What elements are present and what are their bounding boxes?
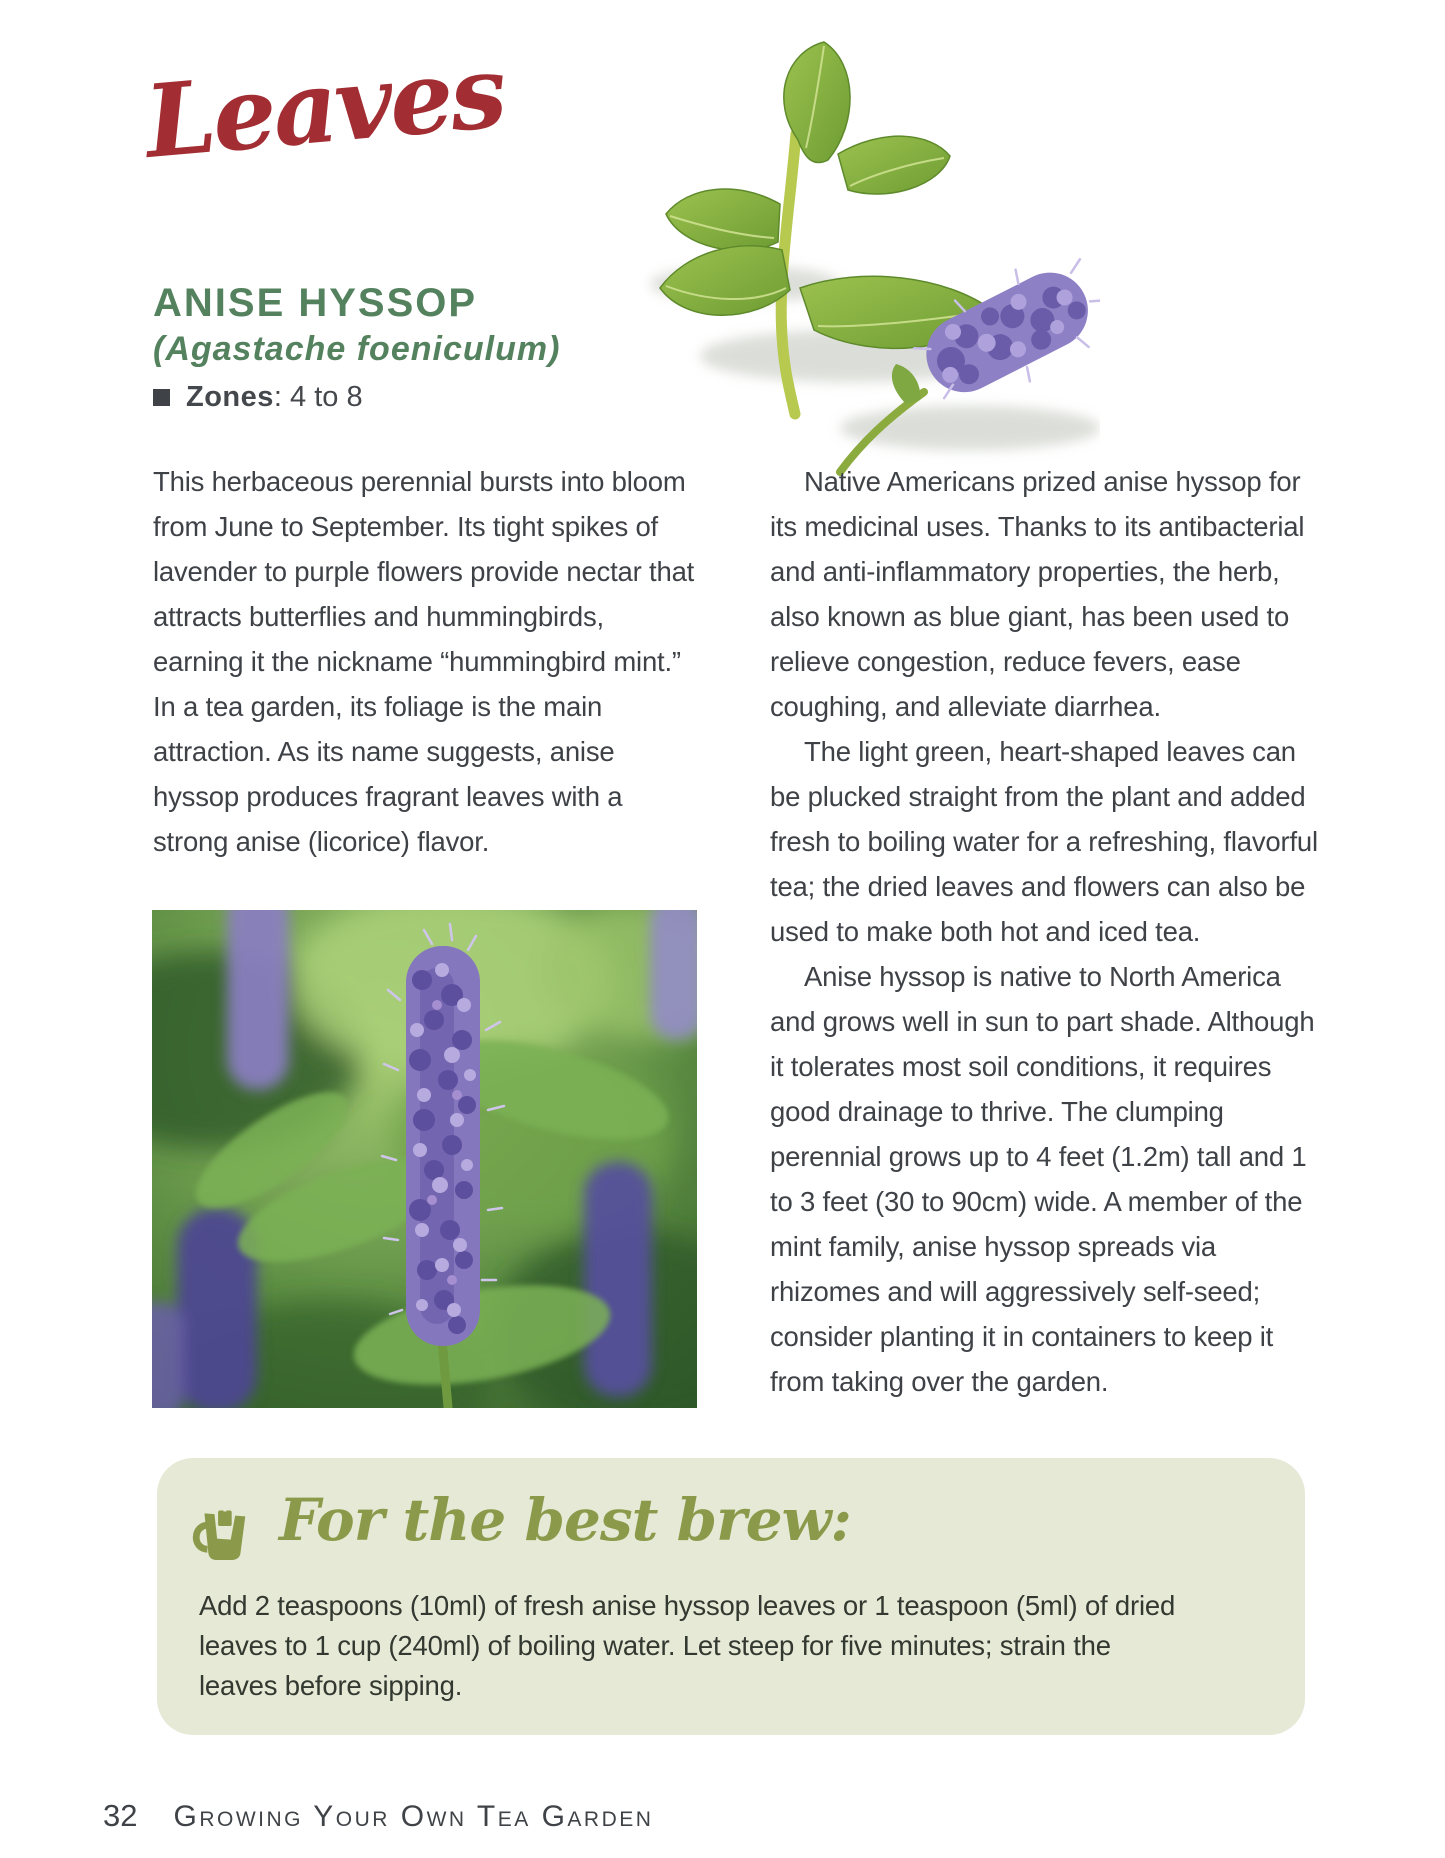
plant-sprig-photo bbox=[540, 36, 1100, 476]
right-text-column bbox=[770, 459, 1318, 1404]
zones-value: : 4 to 8 bbox=[273, 381, 363, 413]
page-footer bbox=[103, 1798, 653, 1834]
zones-label: Zones bbox=[186, 381, 274, 413]
tea-mug-icon bbox=[187, 1494, 255, 1562]
plant-photo bbox=[152, 910, 697, 1408]
brew-instructions: Add 2 teaspoons (10ml) of fresh anise hyssop leaves or 1 teaspoon (5ml) of dried leaves to 1 cup (240ml) of boiling water. Let steep for five minutes; strain the leaves before sipping. bbox=[199, 1590, 1176, 1701]
book-title: Growing Your Own Tea Garden bbox=[173, 1800, 654, 1833]
body-paragraph: Anise hyssop is native to North America and grows well in sun to part shade. Although it tolerates most soil conditions, it requires good drainage to thrive. The clumping perennial grows up to 4 feet (1.2m) tall and 1 to 3 feet (30 to 90cm) wide. A member of the mint family, anise hyssop spreads via rhizomes and will aggressively self-seed; consider planting it in containers to keep it from taking over the garden. bbox=[770, 961, 1315, 1397]
body-paragraph: Native Americans prized anise hyssop for its medicinal uses. Thanks to its antibacterial and anti-inflammatory properties, the herb, also known as blue giant, has been used to relieve congestion, reduce fevers, ease coughing, and alleviate diarrhea. bbox=[770, 466, 1305, 722]
brew-heading: For the best brew: bbox=[279, 1486, 851, 1554]
brew-callout bbox=[157, 1458, 1305, 1735]
page-number: 32 bbox=[103, 1798, 138, 1833]
zones-line bbox=[153, 381, 363, 414]
plant-latin-name: (Agastache foeniculum) bbox=[153, 330, 561, 368]
section-title: Leaves bbox=[140, 32, 509, 181]
plant-name: ANISE HYSSOP bbox=[153, 281, 478, 325]
left-text-column bbox=[153, 459, 701, 864]
square-bullet-icon bbox=[153, 389, 170, 406]
intro-paragraph: This herbaceous perennial bursts into bloom from June to September. Its tight spikes of lavender to purple flowers provide nectar that attracts butterflies and hummingbirds, earning it the nickname “hummingbird mint.” In a tea garden, its foliage is the main attraction. As its name suggests, anise hyssop produces fragrant leaves with a strong anise (licorice) flavor. bbox=[153, 466, 695, 857]
body-paragraph: The light green, heart-shaped leaves can be plucked straight from the plant and added fresh to boiling water for a refreshing, flavorful tea; the dried leaves and flowers can also be used to make both hot and iced tea. bbox=[770, 736, 1318, 947]
